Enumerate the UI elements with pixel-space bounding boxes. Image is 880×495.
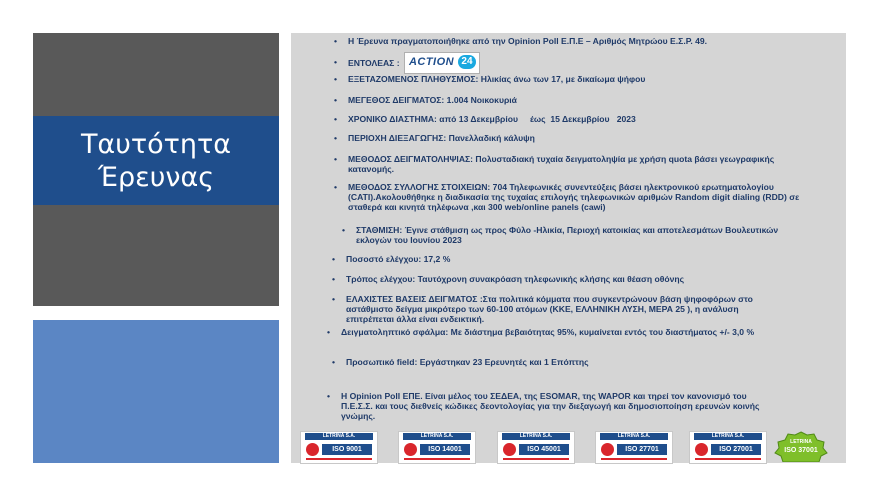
item-text: Η Opinion Poll ΕΠΕ. Είναι μέλος του ΣΕΔΕΑ, της ESOMAR, της WAPOR και τηρεί τον κανονισμό του Π.Ε.Σ.Σ. και τους διεθνείς κώδικες δεοντολογίας για την διεξαγωγή και δημοσιοποίηση ερευνών κοινής γνώμης. [341, 391, 760, 421]
list-item [334, 133, 838, 143]
list-item [334, 154, 818, 174]
action24-logo [404, 52, 480, 74]
seal-brand: LETRINA [790, 439, 812, 445]
letrina-mark-icon [503, 443, 516, 456]
decor-block-bottom [33, 320, 279, 463]
list-item [332, 294, 766, 324]
logo-label: ISO 27701 [617, 444, 667, 455]
item-text: ΜΕΘΟΔΟΣ ΣΥΛΛΟΓΗΣ ΣΤΟΙΧΕΙΩΝ: 704 Τηλεφωνικές συνεντεύξεις βάσει ηλεκτρονικού ερωτηματολογίου (CATI).Ακολουθήθηκε η διαδικασία της τυχαίας επιλογής τηλεφωνικών αριθμών Random digit dialing (RDD) σε σταθερά και κινητά τηλέφωνα ,και 300 web/online panels (cawi) [348, 182, 800, 212]
item-text: Η Έρευνα πραγματοποιήθηκε από την Opinion Poll Ε.Π.Ε – Αριθμός Μητρώου Ε.Σ.Ρ. 49. [348, 36, 708, 46]
list-item [334, 74, 838, 84]
item-text: Προσωπικό field: Εργάστηκαν 23 Ερευνητές και 1 Επόπτης [346, 357, 589, 367]
bullet: • [334, 114, 338, 124]
list-item [332, 274, 836, 284]
item-text: ΕΛΑΧΙΣΤΕΣ ΒΑΣΕΙΣ ΔΕΙΓΜΑΤΟΣ :Στα πολιτικά κόμματα που συγκεντρώνουν βάση ψηφοφόρων στο αστάθμιστο δείγμα μικρότερο των 60-100 ατόμων (ΚΚΕ, ΕΛΛΗΝΙΚΗ ΛΥΣΗ, ΜΕΡΑ 25 ), η ανάλυση επιτρέπεται άλλα είναι ενδεικτική. [346, 294, 753, 324]
list-item [334, 36, 838, 46]
bullet: • [332, 274, 336, 284]
bullet: • [334, 57, 338, 67]
logo-label: ISO 27001 [711, 444, 761, 455]
item-text: ΜΕΘΟΔΟΣ ΔΕΙΓΜΑΤΟΛΗΨΙΑΣ: Πολυσταδιακή τυχαία δειγματοληψία με χρήση quota βάσει γεωγραφικής κατανομής. [348, 154, 775, 174]
decor-block-top [33, 33, 279, 116]
iso-27701-logo [595, 431, 673, 464]
slide-title-line2: Έρευνας [97, 161, 215, 193]
bullet: • [334, 74, 338, 84]
bullet: • [334, 133, 338, 143]
iso-14001-logo [398, 431, 476, 464]
list-item [342, 225, 796, 245]
list-item [334, 95, 838, 105]
logo-underline [404, 458, 470, 460]
slide-title [81, 128, 231, 194]
letrina-mark-icon [404, 443, 417, 456]
iso-27001-logo [689, 431, 767, 464]
bullet: • [334, 182, 338, 192]
iso-37001-seal [770, 431, 832, 462]
slide-title-line1: Ταυτότητα [80, 128, 232, 160]
item-text: Τρόπος ελέγχου: Ταυτόχρονη συνακρόαση τηλεφωνικής κλήσης και θέαση οθόνης [346, 274, 685, 284]
logo-brand: LETRINA S.A. [694, 433, 762, 440]
iso-45001-logo [497, 431, 575, 464]
logo-brand: LETRINA S.A. [600, 433, 668, 440]
item-text: Δειγματοληπτικό σφάλμα: Με διάστημα βεβαιότητας 95%, κυμαίνεται εντός του διαστήματος +/- 3,0 % [341, 327, 755, 337]
logo-text: ACTION [408, 56, 455, 68]
item-text: ΕΝΤΟΛΕΑΣ : [348, 58, 400, 68]
bullet: • [332, 294, 336, 304]
logo-label: ISO 9001 [322, 444, 372, 455]
logo-label: ISO 14001 [420, 444, 470, 455]
bullet: • [334, 154, 338, 164]
item-text: ΜΕΓΕΘΟΣ ΔΕΙΓΜΑΤΟΣ: 1.004 Νοικοκυριά [348, 95, 517, 105]
list-item [327, 391, 771, 421]
logo-brand: LETRINA S.A. [502, 433, 570, 440]
bullet: • [334, 95, 338, 105]
logo-brand: LETRINA S.A. [305, 433, 373, 440]
iso-9001-logo [300, 431, 378, 464]
decor-block-middle [33, 205, 279, 306]
bullet: • [332, 254, 336, 264]
logo-underline [503, 458, 569, 460]
list-item [332, 357, 836, 367]
logo-number: 24 [458, 55, 476, 69]
item-text: ΠΕΡΙΟΧΗ ΔΙΕΞΑΓΩΓΗΣ: Πανελλαδική κάλυψη [348, 133, 535, 143]
logo-label: ISO 45001 [519, 444, 569, 455]
list-item [332, 254, 836, 264]
bullet: • [327, 327, 331, 337]
logo-underline [601, 458, 667, 460]
logo-underline [695, 458, 761, 460]
logo-brand: LETRINA S.A. [403, 433, 471, 440]
bullet: • [342, 225, 346, 235]
list-item [334, 182, 823, 212]
list-item [334, 52, 838, 74]
item-text: Ποσοστό ελέγχου: 17,2 % [346, 254, 451, 264]
item-text: ΧΡΟΝΙΚΟ ΔΙΑΣΤΗΜΑ: από 13 Δεκεμβρίου έως 15 Δεκεμβρίου 2023 [348, 114, 636, 124]
certification-logos [300, 431, 840, 463]
letrina-mark-icon [306, 443, 319, 456]
seal-label: ISO 37001 [784, 447, 818, 454]
logo-underline [306, 458, 372, 460]
item-text: ΕΞΕΤΑΖΟΜΕΝΟΣ ΠΛΗΘΥΣΜΟΣ: Ηλικίας άνω των 17, με δικαίωμα ψήφου [348, 74, 646, 84]
list-item [334, 114, 838, 124]
letrina-mark-icon [601, 443, 614, 456]
bullet: • [334, 36, 338, 46]
title-box [33, 116, 279, 205]
bullet: • [332, 357, 336, 367]
bullet: • [327, 391, 331, 401]
list-item [327, 327, 771, 337]
letrina-mark-icon [695, 443, 708, 456]
item-text: ΣΤΑΘΜΙΣΗ: Έγινε στάθμιση ως προς Φύλο -Ηλικία, Περιοχή κατοικίας και αποτελεσμάτων Βουλευτικών εκλογών του Ιουνίου 2023 [356, 225, 779, 245]
